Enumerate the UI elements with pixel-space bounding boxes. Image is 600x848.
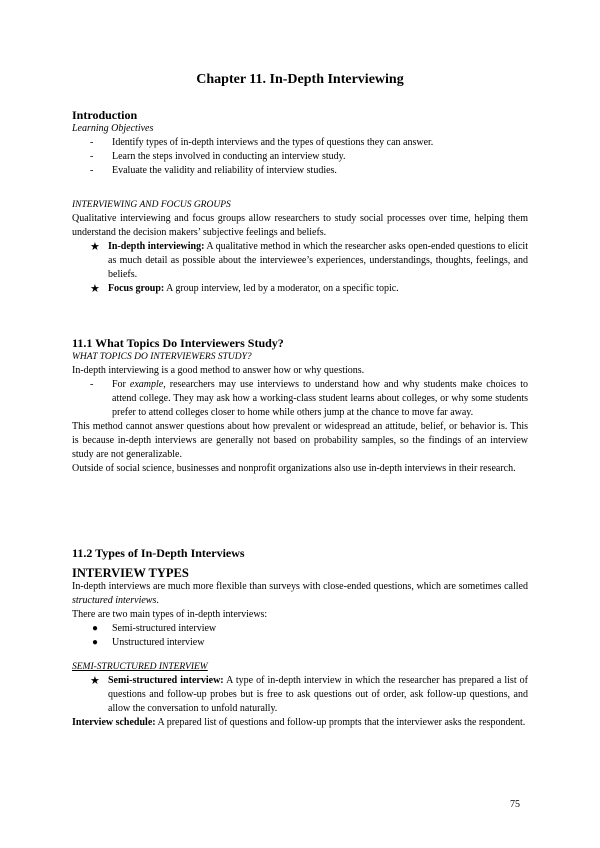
italic-term: structured interviews [72, 595, 157, 606]
section-label: SEMI-STRUCTURED INTERVIEW [72, 662, 208, 672]
section-heading: 11.1 What Topics Do Interviewers Study? [72, 336, 284, 350]
bullet-icon: ● [92, 637, 99, 648]
term: Focus group: [108, 283, 165, 294]
section-label: WHAT TOPICS DO INTERVIEWERS STUDY? [72, 352, 252, 362]
text: For [112, 379, 130, 390]
section-11-2 [72, 546, 528, 730]
definition-item [72, 282, 528, 296]
list-item [72, 378, 528, 420]
definitions-list [72, 240, 528, 296]
list-item: - Identify types of in-depth interviews and the types of questions they can answer. [72, 136, 528, 150]
term: In-depth interviewing: [108, 241, 205, 252]
definition: A qualitative method in which the researcher asks open-ended questions to elicit as much detail as possible about the interviewee’s experiences, understandings, thoughts, feelings, and beliefs. [108, 241, 528, 280]
objectives-list [72, 136, 528, 178]
paragraph [72, 580, 528, 608]
definition: A group interview, led by a moderator, on a specific topic. [164, 283, 399, 294]
paragraph: This method cannot answer questions about how prevalent or widespread an attitude, belief, or behavior is. This is because in-depth interviews are generally not based on probability samples, so the findings of an interview study are not generalizable. [72, 421, 528, 460]
text: Semi-structured interview [112, 623, 217, 634]
star-icon: ★ [90, 675, 100, 687]
term: Interview schedule: [72, 717, 156, 728]
text: . [156, 595, 159, 606]
intro-heading: Introduction [72, 108, 138, 122]
text: Unstructured interview [112, 637, 205, 648]
section-heading: 11.2 Types of In-Depth Interviews [72, 546, 245, 560]
paragraph: In-depth interviewing is a good method to answer how or why questions. [72, 365, 365, 376]
text: , researchers may use interviews to understand how and why students make choices to attend college. They may ask how a working-class student learns about colleges, or why some students prefer to attend colleges closer to home while others jump at the chance to move far away. [112, 379, 528, 418]
paragraph [72, 716, 528, 730]
intro-section [72, 108, 528, 178]
types-list [72, 622, 528, 650]
list-item [72, 622, 528, 636]
bullet-icon: ● [92, 623, 99, 634]
list-item: - Learn the steps involved in conducting an interview study. [72, 150, 528, 164]
chapter-title: Chapter 11. In-Depth Interviewing [196, 72, 404, 87]
example-word: example [129, 379, 164, 390]
list-item [72, 636, 528, 650]
definition-item [72, 674, 528, 716]
interviewing-section [72, 198, 528, 296]
definition: A prepared list of questions and follow-up prompts that the interviewer asks the respondent. [155, 717, 526, 728]
term: Semi-structured interview: [108, 675, 224, 686]
section-label: INTERVIEWING AND FOCUS GROUPS [72, 200, 231, 210]
paragraph: There are two main types of in-depth interviews: [72, 609, 268, 620]
star-icon: ★ [90, 283, 100, 295]
definition: A type of in-depth interview in which the researcher has prepared a list of questions and follow-up probes but is free to ask questions out of order, ask follow-up questions, and allow the conversation to unfold naturally. [108, 675, 528, 714]
learning-objectives-label: Learning Objectives [72, 123, 154, 134]
section-label: INTERVIEW TYPES [72, 566, 189, 580]
page-number: 75 [510, 799, 520, 810]
text: In-depth interviews are much more flexible than surveys with close-ended questions, which are sometimes called [72, 581, 528, 592]
example-list [72, 378, 528, 420]
star-icon: ★ [90, 241, 100, 253]
list-item: - Evaluate the validity and reliability of interview studies. [72, 164, 528, 178]
definition-item [72, 240, 528, 282]
section-11-1 [72, 336, 528, 476]
paragraph: Qualitative interviewing and focus groups allow researchers to study social processes over time, helping them understand the decision makers’ subjective feelings and beliefs. [72, 213, 528, 238]
paragraph: Outside of social science, businesses and nonprofit organizations also use in-depth interviews in their research. [72, 463, 516, 474]
definitions-list [72, 674, 528, 716]
